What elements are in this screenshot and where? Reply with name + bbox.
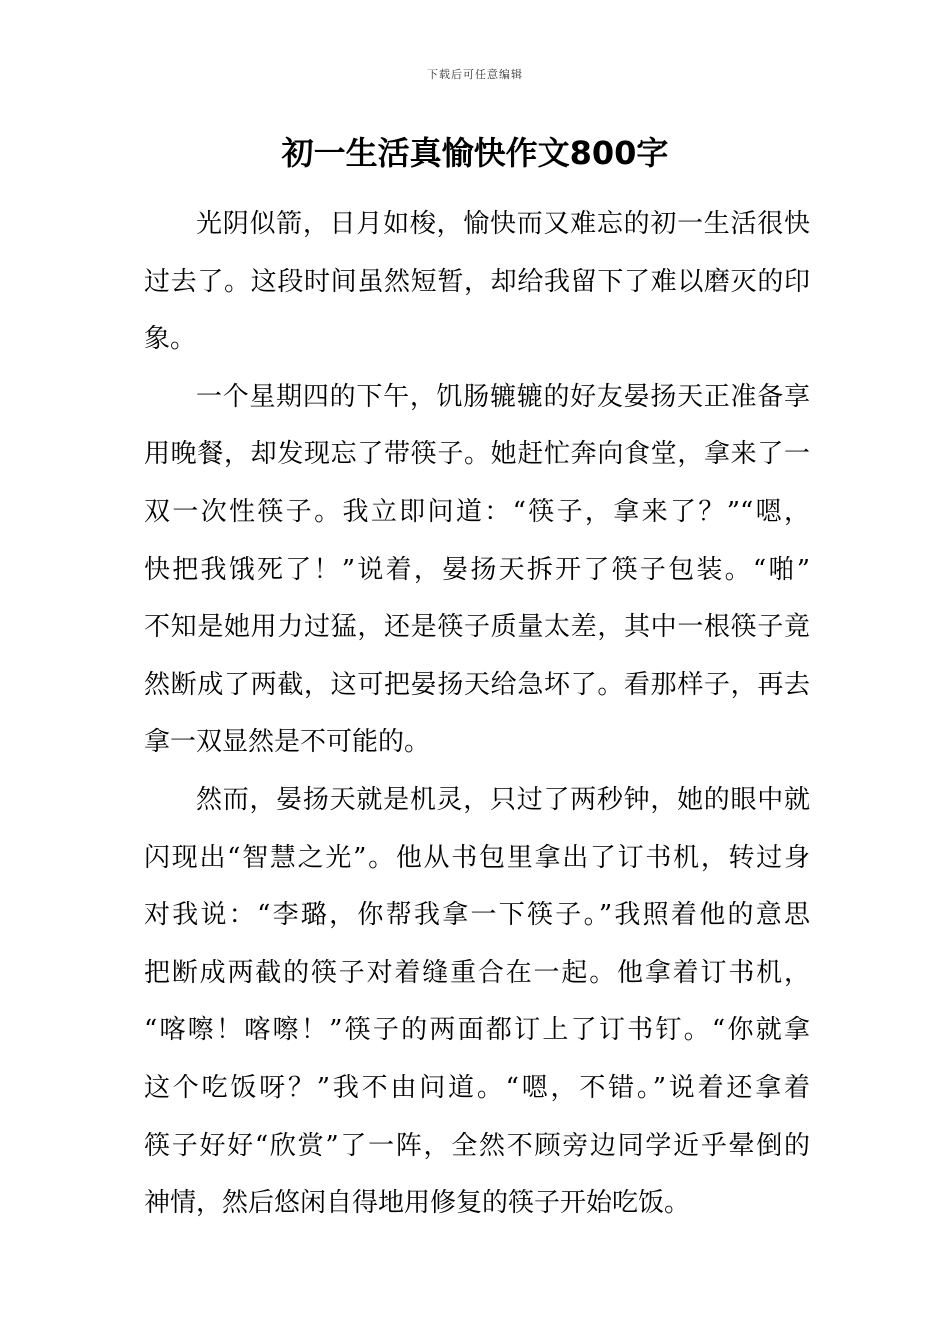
- document-title: 初一生活真愉快作文800字: [281, 134, 669, 172]
- paragraph-line: 象。: [144, 324, 197, 355]
- header-note: 下载后可任意编辑: [427, 68, 523, 81]
- paragraph-line: 然断成了两截，这可把晏扬天给急坏了。看那样子，再去: [144, 669, 810, 700]
- paragraph-line: 快把我饿死了！”说着，晏扬天拆开了筷子包装。“啪”: [144, 554, 810, 585]
- paragraph-line: 不知是她用力过猛，还是筷子质量太差，其中一根筷子竟: [144, 612, 810, 643]
- paragraph-line: 对我说：“李璐，你帮我拿一下筷子。”我照着他的意思: [144, 900, 810, 931]
- paragraph-line: 拿一双显然是不可能的。: [144, 727, 431, 758]
- paragraph-line: 过去了。这段时间虽然短暂，却给我留下了难以磨灭的印: [144, 266, 810, 297]
- paragraph-line: 双一次性筷子。我立即问道：“筷子，拿来了？”“嗯，: [144, 496, 810, 527]
- paragraph-line: 这个吃饭呀？”我不由问道。“嗯，不错。”说着还拿着: [144, 1072, 810, 1103]
- paragraph-2: [144, 369, 810, 772]
- paragraph-line: 神情，然后悠闲自得地用修复的筷子开始吃饭。: [144, 1188, 691, 1219]
- paragraph-line: 光阴似箭，日月如梭，愉快而又难忘的初一生活很快: [196, 209, 810, 239]
- paragraph-line: “喀嚓！喀嚓！”筷子的两面都订上了订书钉。“你就拿: [144, 1015, 810, 1046]
- paragraph-line: 一个星期四的下午，饥肠辘辘的好友晏扬天正准备享: [196, 381, 810, 412]
- paragraph-line: 筷子好好“欣赏”了一阵，全然不顾旁边同学近乎晕倒的: [144, 1130, 810, 1161]
- paragraph-line: 闪现出“智慧之光”。他从书包里拿出了订书机，转过身: [144, 842, 810, 873]
- paragraph-line: 把断成两截的筷子对着缝重合在一起。他拿着订书机，: [144, 957, 810, 988]
- paragraph-1: [144, 196, 810, 369]
- paragraph-3: [144, 772, 810, 1233]
- paragraph-line: 然而，晏扬天就是机灵，只过了两秒钟，她的眼中就: [196, 784, 810, 815]
- paragraph-line: 用晚餐，却发现忘了带筷子。她赶忙奔向食堂，拿来了一: [144, 439, 810, 470]
- article-body: [144, 196, 810, 1233]
